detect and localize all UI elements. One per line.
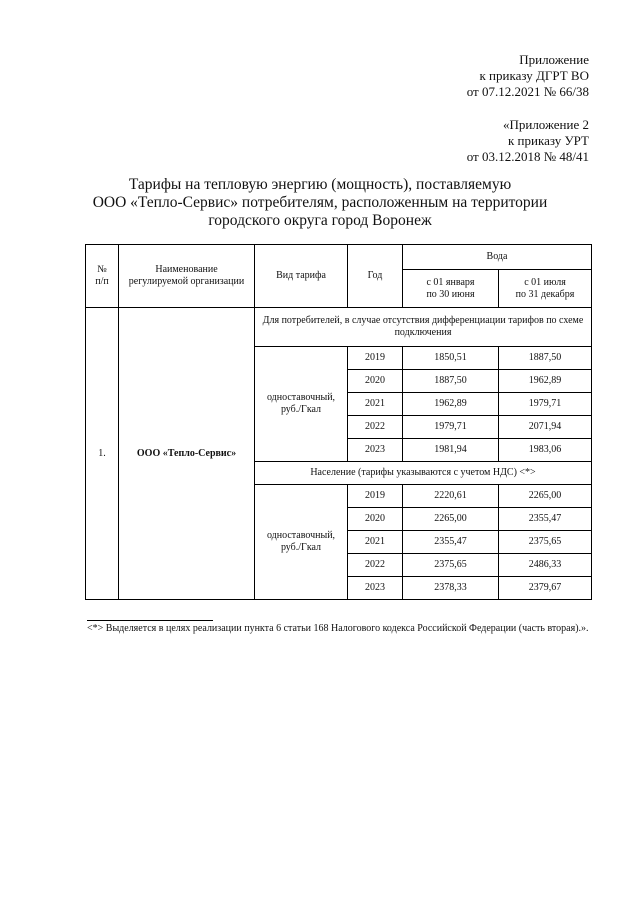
tariff-value-h2: 2265,00 [499,485,592,508]
footnote: <*> Выделяется в целях реализации пункта 6 статьи 168 Налогового кодекса Российской Федерации (часть вторая).». [87,623,589,634]
tariff-value-h1: 2220,61 [403,485,499,508]
year-cell: 2022 [348,554,403,577]
tariff-value-h2: 2379,67 [499,577,592,600]
row-number: 1. [86,308,119,600]
tariff-table-body [86,245,592,600]
header-period-1: с 01 января по 30 июня [403,270,499,308]
year-cell: 2021 [348,393,403,416]
tariff-value-h1: 1979,71 [403,416,499,439]
section-title: Для потребителей, в случае отсутствия дифференциации тарифов по схеме подключения [255,308,592,347]
header-organization: Наименование регулируемой организации [119,245,255,308]
year-cell: 2019 [348,485,403,508]
tariff-value-h2: 2375,65 [499,531,592,554]
year-cell: 2021 [348,531,403,554]
year-cell: 2022 [348,416,403,439]
tariff-value-h2: 2486,33 [499,554,592,577]
footnote-separator [87,620,213,621]
table-header-row [86,245,592,270]
tariff-value-h1: 1981,94 [403,439,499,462]
organization-name: ООО «Тепло-Сервис» [119,308,255,600]
tariff-type: одноставочный, руб./Гкал [255,485,348,600]
document-title [0,176,640,230]
header-year: Год [348,245,403,308]
tariff-value-h1: 1887,50 [403,370,499,393]
title-line: ООО «Тепло-Сервис» потребителям, расположенным на территории [92,194,548,211]
year-cell: 2023 [348,439,403,462]
header-line: к приказу УРТ [507,133,589,148]
year-cell: 2019 [348,347,403,370]
header-tariff-type: Вид тарифа [255,245,348,308]
section-title: Население (тарифы указываются с учетом НДС) <*> [255,462,592,485]
header-line: к приказу ДГРТ ВО [479,68,589,83]
year-cell: 2020 [348,508,403,531]
header-line: от 03.12.2018 № 48/41 [466,149,589,164]
tariff-table [85,244,592,600]
year-cell: 2023 [348,577,403,600]
tariff-value-h2: 1979,71 [499,393,592,416]
tariff-value-h2: 2355,47 [499,508,592,531]
header-line: Приложение [519,52,589,67]
title-line: Тарифы на тепловую энергию (мощность), поставляемую [128,176,512,193]
tariff-value-h2: 1983,06 [499,439,592,462]
tariff-value-h1: 1962,89 [403,393,499,416]
title-line: городского округа город Воронеж [208,212,432,229]
header-current-order [467,52,589,100]
tariff-value-h2: 1962,89 [499,370,592,393]
section-title-row [86,308,592,347]
header-period-2: с 01 июля по 31 декабря [499,270,592,308]
tariff-value-h2: 2071,94 [499,416,592,439]
tariff-value-h1: 2378,33 [403,577,499,600]
header-number: № п/п [86,245,119,308]
header-line: «Приложение 2 [502,117,589,132]
header-previous-order [467,117,589,165]
header-line: от 07.12.2021 № 66/38 [466,84,589,99]
tariff-value-h1: 2265,00 [403,508,499,531]
tariff-value-h1: 2375,65 [403,554,499,577]
tariff-type: одноставочный, руб./Гкал [255,347,348,462]
year-cell: 2020 [348,370,403,393]
tariff-value-h1: 1850,51 [403,347,499,370]
tariff-value-h1: 2355,47 [403,531,499,554]
tariff-value-h2: 1887,50 [499,347,592,370]
header-water: Вода [403,245,592,270]
